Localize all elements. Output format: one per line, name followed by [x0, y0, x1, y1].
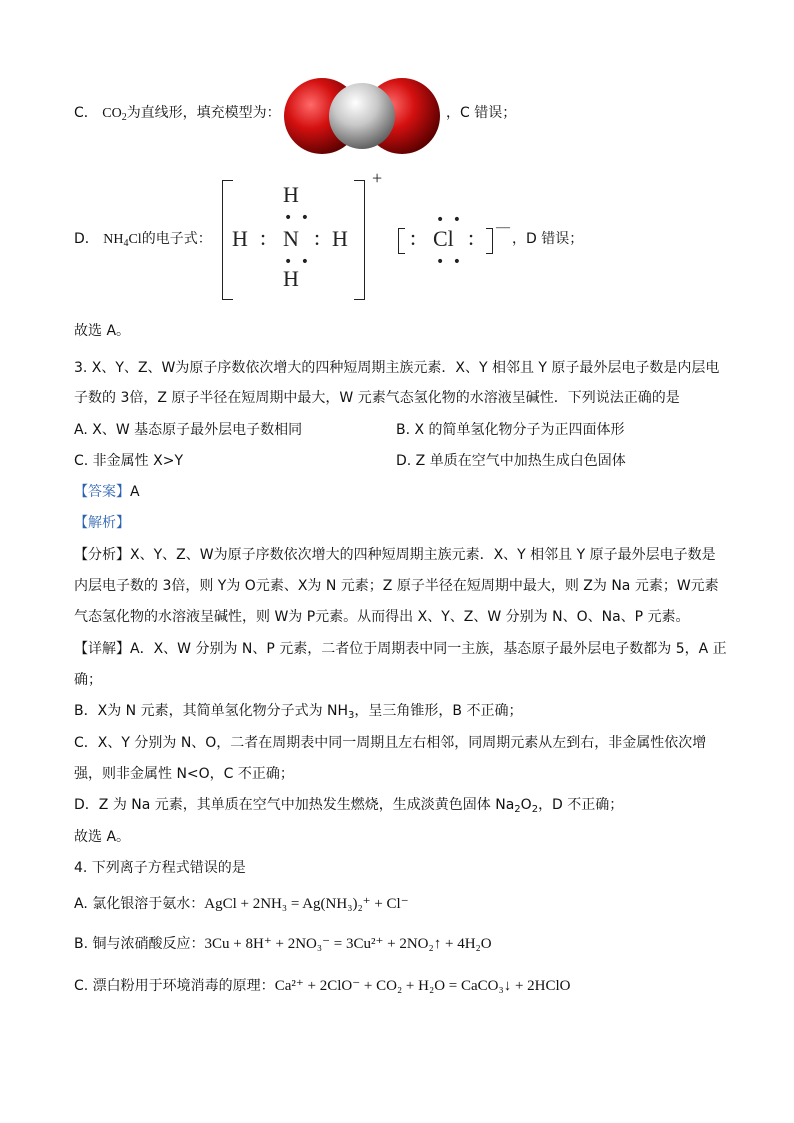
q4-option-b: B. 铜与浓硝酸反应：3Cu + 8H⁺ + 2NO₃⁻ = 3Cu²⁺ + 2NO₂↑ + 4H₂O — [74, 936, 492, 952]
q3-option-d: D. Z 单质在空气中加热生成白色固体 — [396, 453, 626, 469]
q3-answer-line — [74, 481, 140, 503]
q3-stem-line2: 子数的 3倍，Z 原子半径在短周期中最大，W 元素气态氢化物的水溶液呈碱性．下列说法正确的是 — [74, 390, 680, 406]
option-d-after: ，D 错误； — [512, 231, 584, 247]
answer-value: A — [130, 484, 140, 500]
cl-dots-top: • • — [436, 212, 463, 228]
q4-option-c: C. 漂白粉用于环境消毒的原理：Ca²⁺ + 2ClO⁻ + CO₂ + H₂O = CaCO₃↓ + 2HClO — [74, 978, 571, 994]
option-c-text: 为直线形，填充模型为： — [126, 105, 281, 121]
option-d-label: D． — [74, 231, 99, 247]
detail-c-line1: C．X、Y 分别为 N、O，二者在周期表中同一周期且左右相邻，同周期元素从左到右，非金属性依次增 — [74, 735, 707, 751]
dots-top: • • — [284, 210, 311, 226]
cl-dots-bottom: • • — [436, 254, 463, 270]
co2-formula: $CO_2$ — [102, 106, 127, 123]
option-c-line — [74, 102, 281, 129]
fenxi-tag: 【分析】 — [74, 547, 130, 563]
carbon-atom — [329, 83, 395, 149]
fenxi-line1: 【分析】X、Y、Z、W为原子序数依次增大的四种短周期主族元素．X、Y 相邻且 Y 原子最外层电子数是 — [74, 547, 716, 563]
detail-c-line2: 强，则非金属性 N<O，C 不正确； — [74, 766, 294, 782]
cl-colon-right: : — [468, 225, 475, 250]
option-c-label: C． — [74, 105, 98, 121]
minus-charge: — — [496, 220, 510, 235]
xiangjie-line1: 【详解】A．X、W 分别为 N、P 元素，二者位于周期表中同一主族，基态原子最外层电子数都为 5，A 正 — [74, 641, 727, 657]
cl-left-bracket — [398, 228, 405, 254]
select-answer-1: 故选 A。 — [74, 323, 131, 339]
plus-charge: + — [372, 168, 383, 188]
cl-colon-left: : — [410, 225, 417, 250]
option-c-after: ，C 错误； — [446, 105, 517, 121]
q4-option-a: A. 氯化银溶于氨水：AgCl + 2NH₃ = Ag(NH₃)₂⁺ + Cl⁻ — [74, 896, 409, 912]
cl-right-bracket — [486, 228, 493, 254]
n-atom: N — [283, 226, 299, 251]
cl-atom: Cl — [433, 226, 454, 251]
q4-equation-b: 3Cu + 8H⁺ + 2NO₃⁻ = 3Cu²⁺ + 2NO₂↑ + 4H₂O — [204, 936, 492, 952]
dots-bottom: • • — [284, 254, 311, 270]
colon-right: : — [314, 225, 321, 250]
option-d-line — [74, 228, 212, 255]
q4-equation-c: Ca²⁺ + 2ClO⁻ + CO₂ + H₂O = CaCO₃↓ + 2HClO — [274, 978, 571, 994]
detail-a-line2: 确； — [74, 672, 102, 688]
xiangjie-tag: 【详解】 — [74, 641, 130, 657]
q3-stem-line1: 3. X、Y、Z、W为原子序数依次增大的四种短周期主族元素．X、Y 相邻且 Y 原子最外层电子数是内层电 — [74, 360, 720, 376]
q4-equation-a: AgCl + 2NH₃ = Ag(NH₃)₂⁺ + Cl⁻ — [204, 896, 409, 912]
h-atom-right: H — [332, 226, 348, 251]
detail-b-line: B．X为 N 元素，其简单氢化物分子式为 $NH_3$，呈三角锥形，B 不正确； — [74, 703, 523, 721]
nh4cl-formula: $NH_4Cl$ — [103, 232, 142, 249]
h-atom-top: H — [283, 182, 299, 207]
analysis-tag: 【解析】 — [74, 515, 130, 531]
q3-option-b: B. X 的简单氢化物分子为正四面体形 — [396, 422, 625, 438]
fenxi-line2: 内层电子数的 3倍，则 Y为 O元素、X为 N 元素；Z 原子半径在短周期中最大，则 Z为 Na 元素；W元素 — [74, 578, 719, 594]
q3-option-a: A. X、W 基态原子最外层电子数相同 — [74, 422, 303, 438]
colon-left: : — [260, 225, 267, 250]
answer-tag: 【答案】 — [74, 484, 130, 500]
detail-d-line: D．Z 为 Na 元素，其单质在空气中加热发生燃烧，生成淡黄色固体 $Na_2O_2$，D 不正确； — [74, 797, 624, 815]
select-answer-2: 故选 A。 — [74, 829, 131, 845]
option-d-text: 的电子式： — [141, 231, 212, 247]
lewis-structure — [220, 168, 550, 304]
fenxi-line3: 气态氢化物的水溶液呈碱性，则 W为 P元素。从而得出 X、Y、Z、W 分别为 N、O、Na、P 元素。 — [74, 609, 690, 625]
right-bracket — [354, 180, 365, 300]
q3-option-c: C. 非金属性 X>Y — [74, 453, 183, 469]
co2-space-filling-model — [282, 76, 442, 156]
h-atom-left: H — [232, 226, 248, 251]
h-atom-bottom: H — [283, 266, 299, 291]
q4-stem: 4. 下列离子方程式错误的是 — [74, 860, 246, 876]
